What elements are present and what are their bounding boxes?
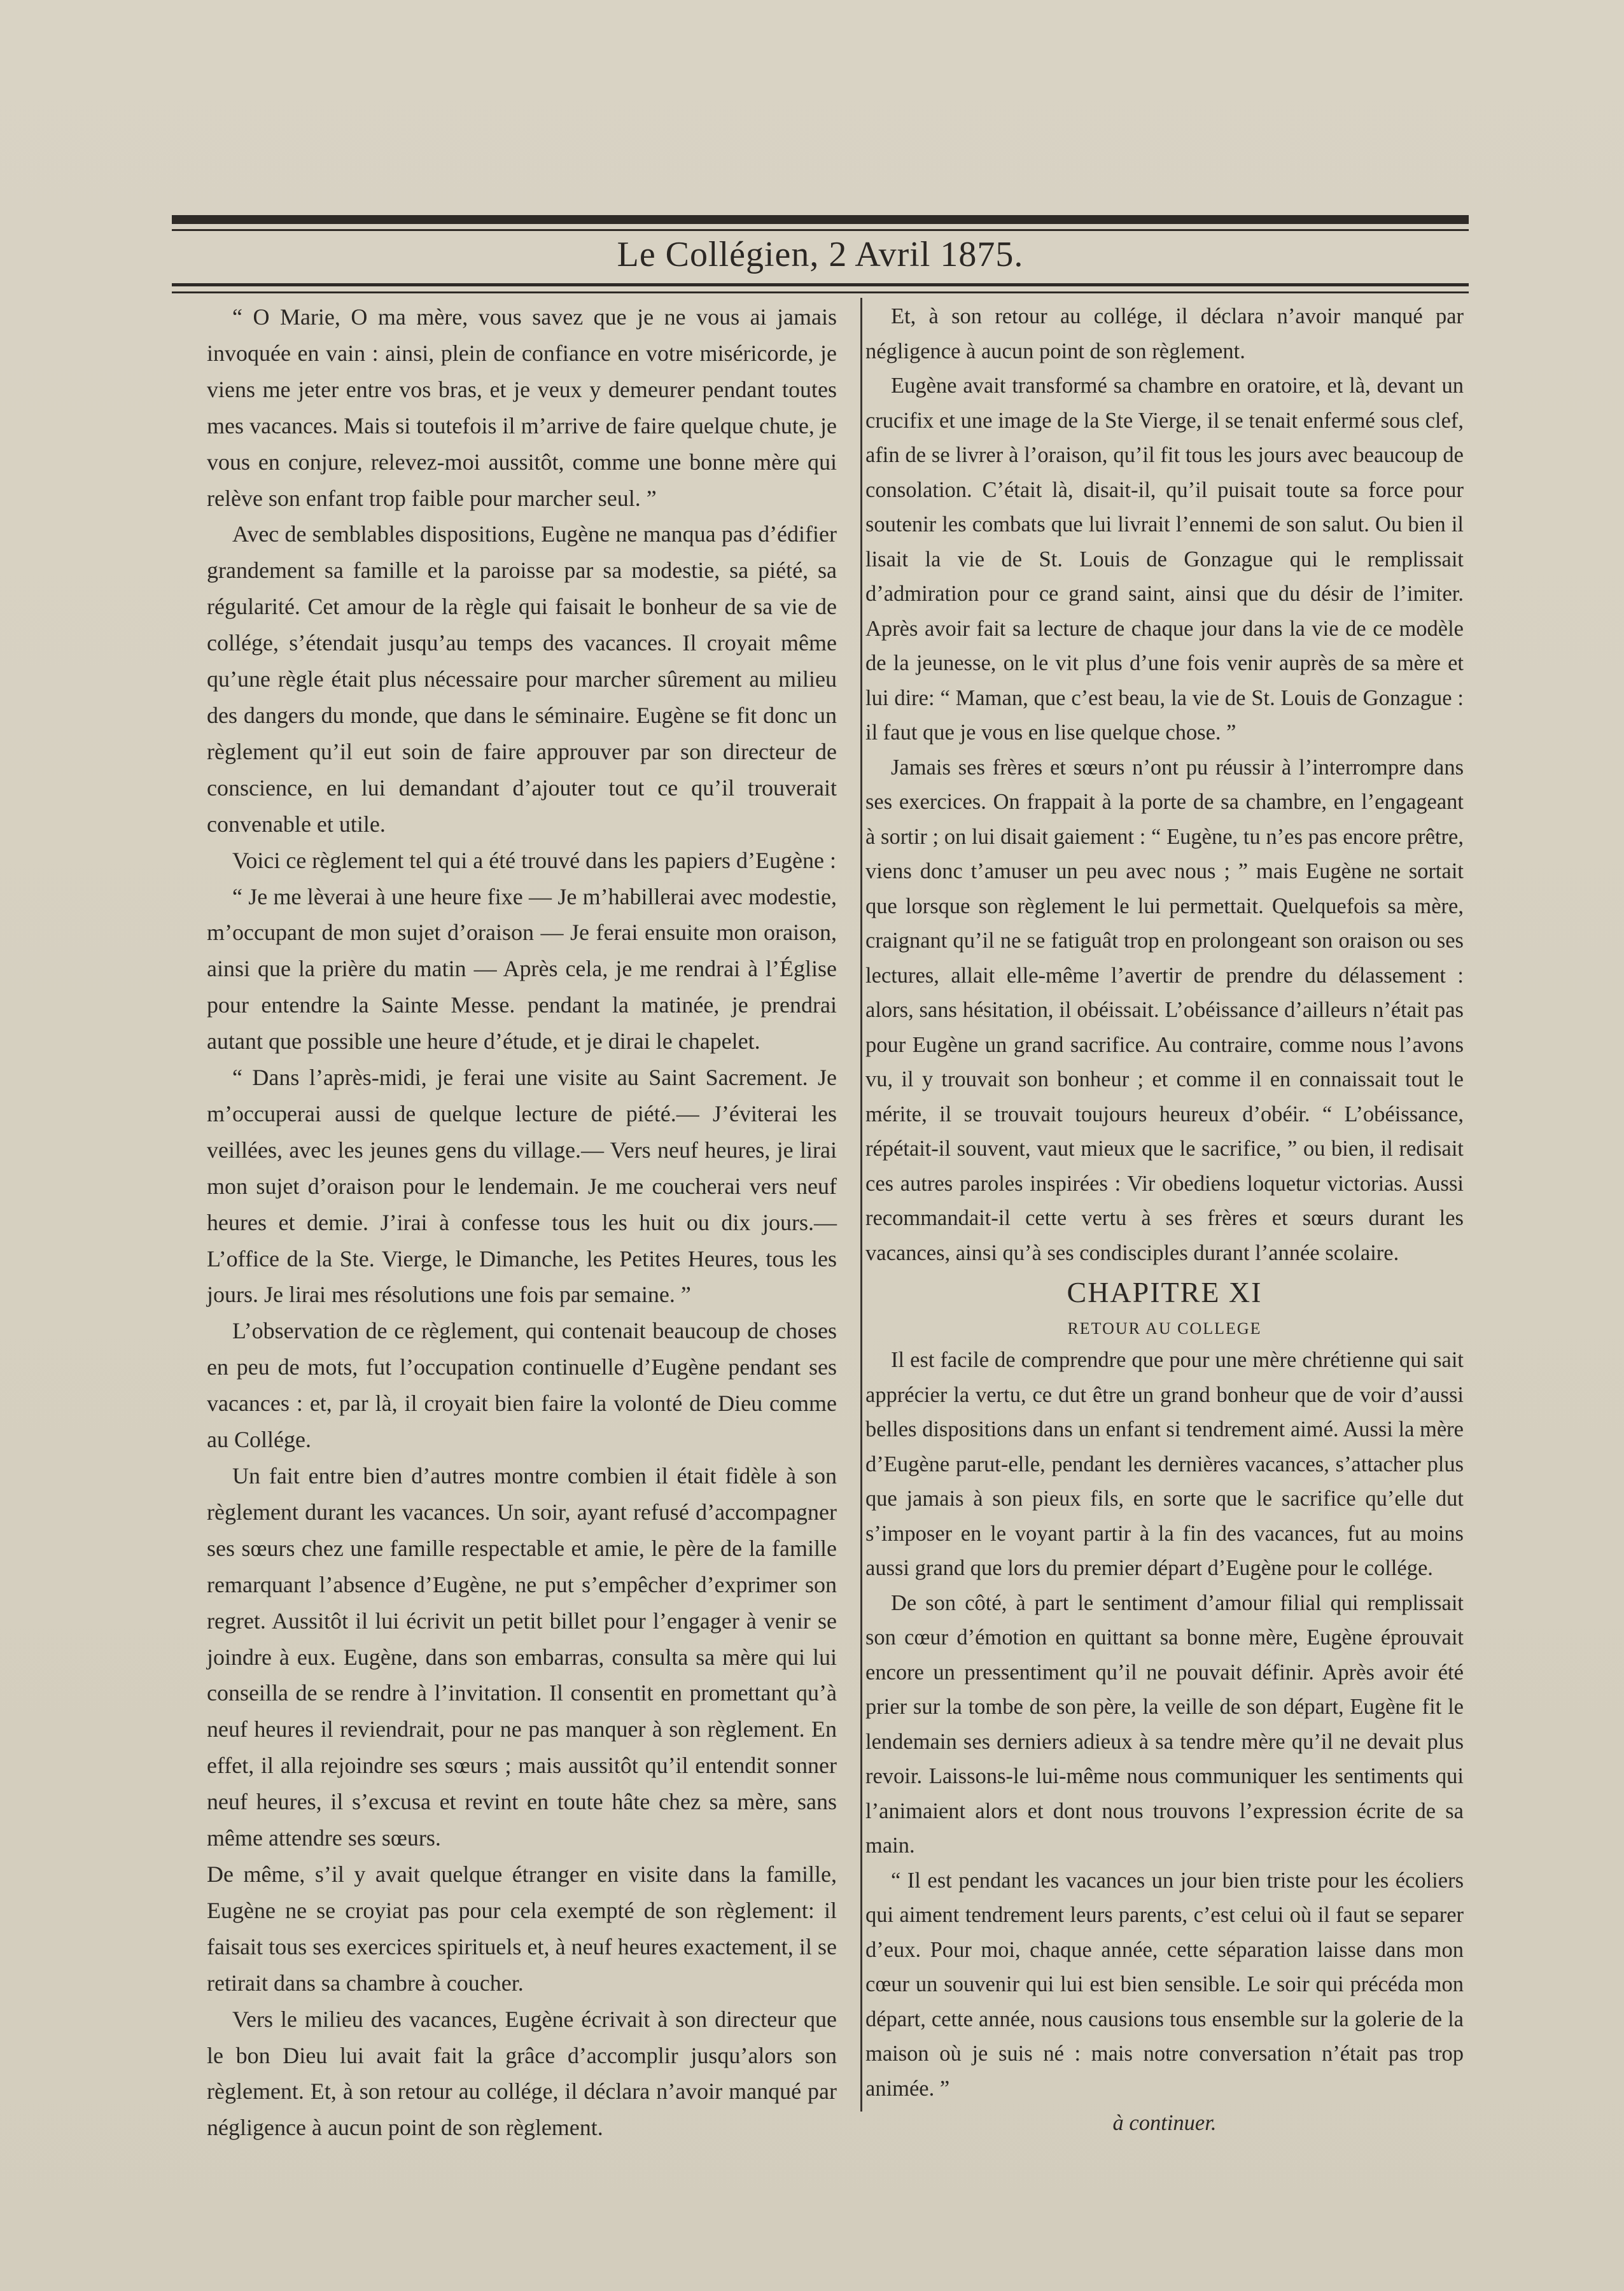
- paragraph: De son côté, à part le sentiment d’amour filial qui remplissait son cœur d’émotion en quittant sa bonne mère, Eugène éprouvait encore un pressentiment qu’il ne pouvait définir. Après avoir été prier sur la tombe de son père, la veille de son départ, Eugène fit le lendemain ses derniers adieux à sa tendre mère qu’il ne devait plus revoir. Laissons-le lui-même nous communiquer les sentiments qui l’animaient alors et dont nous trouvons l’expression écrite de sa main.: [865, 1590, 1464, 1858]
- top-rule: [172, 215, 1469, 224]
- paragraph: Un fait entre bien d’autres montre combien il était fidèle à son règlement durant les vacances. Un soir, ayant refusé d’accompagner ses sœurs chez une famille respectable et amie, le père de la famille remarquant l’absence d’Eugène, ne put s’empêcher d’exprimer son regret. Aussitôt il lui écrivit un petit billet pour l’engager à venir se joindre à eux. Eugène, dans son embarras, consulta sa mère qui lui conseilla de se rendre à l’invitation. Il consentit en promettant qu’à neuf heures il reviendrait, pour ne pas manquer à son règlement. En effet, il alla rejoindre ses sœurs ; mais aussitôt qu’il entendit sonner neuf heures, il s’excusa et revint en toute hâte chez sa mère, sans même attendre ses sœurs.: [207, 1463, 837, 1851]
- continued-note: à continuer.: [1112, 2111, 1217, 2135]
- column-divider: [860, 298, 862, 2112]
- paragraph: “ O Marie, O ma mère, vous savez que je ne vous ai jamais invoquée en vain : ainsi, plein de confiance en votre miséricorde, je viens me jeter entre vos bras, et je veux y demeurer pendant toutes mes vacances. Mais si toutefois il m’arrive de faire quelque chute, je vous en conjure, relevez-moi aussitôt, comme une bonne mère qui relève son enfant trop faible pour marcher seul. ”: [207, 304, 837, 511]
- paragraph: Jamais ses frères et sœurs n’ont pu réussir à l’interrompre dans ses exercices. On frappait à la porte de sa chambre, en l’engageant à sortir ; on lui disait gaiement : “ Eugène, tu n’es pas encore prêtre, viens donc t’amuser un peu avec nous ; ” mais Eugène ne sortait que lorsque son règlement le lui permettait. Quelquefois sa mère, craignant qu’il ne se fatiguât trop en prolongeant son oraison ou ses lectures, allait elle-même l’avertir de prendre du délassement : alors, sans hésitation, il obéissait. L’obéissance d’ailleurs n’était pas pour Eugène un grand sacrifice. Au contraire, comme nous l’avons vu, il y trouvait son bonheur ; et comme il en connaissait tout le mérite, il se trouvait toujours heureux d’obéir. “ L’obéissance, répétait-il souvent, vaut mieux que le sacrifice, ” ou bien, il redisait ces autres paroles inspirées : Vir obediens loquetur victorias. Aussi recommandait-il cette vertu à ses frères et sœurs durant les vacances, ainsi qu’à ses condisciples durant l’année scolaire.: [865, 755, 1464, 1265]
- paragraph: L’observation de ce règlement, qui contenait beaucoup de choses en peu de mots, fut l’occupation continuelle d’Eugène pendant ses vacances : et, par là, il croyait bien faire la volonté de Dieu comme au Collége.: [207, 1318, 837, 1453]
- right-column: [865, 299, 1464, 2141]
- header-rule-thin: [172, 291, 1469, 293]
- left-column: [207, 299, 837, 2146]
- paragraph: Voici ce règlement tel qui a été trouvé dans les papiers d’Eugène :: [232, 847, 836, 873]
- paragraph: “ Je me lèverai à une heure fixe — Je m’habillerai avec modestie, m’occupant de mon sujet d’oraison — Je ferai ensuite mon oraison, ainsi que la prière du matin — Après cela, je me rendrai à l’Église pour entendre la Sainte Messe. pendant la matinée, je prendrai autant que possible une heure d’étude, et je dirai le chapelet.: [207, 883, 837, 1054]
- paragraph: Il est facile de comprendre que pour une mère chrétienne qui sait apprécier la vertu, ce dut être un grand bonheur que de voir d’aussi belles dispositions dans un enfant si tendrement aimé. Aussi la mère d’Eugène parut-elle, pendant les dernières vacances, s’attacher plus que jamais à son pieux fils, en sorte que le sacrifice qu’elle dut s’imposer en le voyant partir à la fin des vacances, fut au moins aussi grand que lors du premier départ d’Eugène pour le collége.: [865, 1348, 1464, 1580]
- paragraph: Avec de semblables dispositions, Eugène ne manqua pas d’édifier grandement sa famille et la paroisse par sa modestie, sa piété, sa régularité. Cet amour de la règle qui faisait le bonheur de sa vie de collége, s’étendait jusqu’au temps des vacances. Il croyait même qu’une règle était plus nécessaire pour marcher sûrement au milieu des dangers du monde, que dans le séminaire. Eugène se fit donc un règlement qu’il eut soin de faire approuver par son directeur de conscience, en lui demandant d’ajouter tout ce qu’il trouverait convenable et utile.: [207, 521, 837, 837]
- header-rule: [172, 283, 1469, 286]
- paragraph: Vers le milieu des vacances, Eugène écrivait à son directeur que le bon Dieu lui avait fait la grâce d’accomplir jusqu’alors son règlement. Et, à son retour au collége, il déclara n’avoir manqué par négligence à aucun point de son règlement.: [207, 2006, 837, 2141]
- masthead: Le Collégien, 2 Avril 1875.: [617, 235, 1024, 274]
- chapter-title: CHAPITRE XI: [1067, 1276, 1263, 1308]
- paragraph: Eugène avait transformé sa chambre en oratoire, et là, devant un crucifix et une image de la Ste Vierge, il se tenait enfermé sous clef, afin de se livrer à l’oraison, qu’il fit tous les jours avec beaucoup de consolation. C’était là, disait-il, qu’il puisait toute sa force pour soutenir les combats que lui livrait l’ennemi de son salut. Ou bien il lisait la vie de St. Louis de Gonzague qui le remplissait d’admiration pour ce grand saint, ainsi que du désir de l’imiter. Après avoir fait sa lecture de chaque jour dans la vie de ce modèle de la jeunesse, on le vit plus d’une fois venir auprès de sa mère et lui dire: “ Maman, que c’est beau, la vie de St. Louis de Gonzague : il faut que je vous en lise quelque chose. ”: [865, 374, 1464, 745]
- paragraph: “ Il est pendant les vacances un jour bien triste pour les écoliers qui aiment tendrement leurs parents, c’est celui où il faut se separer d’eux. Pour moi, chaque année, cette séparation laisse dans mon cœur un souvenir qui lui est bien sensible. Le soir qui précéda mon départ, cette année, nous causions tous ensemble sur la golerie de la maison où je suis né : mais notre conversation n’était pas trop animée. ”: [865, 1868, 1464, 2101]
- paragraph: De même, s’il y avait quelque étranger en visite dans la famille, Eugène ne se croyiat pas pour cela exempté de son règlement: il faisait tous ses exercices spirituels et, à neuf heures exactement, il se retirait dans sa chambre à coucher.: [207, 1861, 837, 1996]
- paragraph: Et, à son retour au collége, il déclara n’avoir manqué par négligence à aucun point de son règlement.: [865, 304, 1464, 363]
- chapter-subtitle: RETOUR AU COLLEGE: [1067, 1319, 1262, 1338]
- top-rule-thin: [172, 229, 1469, 231]
- paragraph: “ Dans l’après-midi, je ferai une visite au Saint Sacrement. Je m’occuperai aussi de quelque lecture de piété.— J’éviterai les veillées, avec les jeunes gens du village.— Vers neuf heures, je lirai mon sujet d’oraison pour le lendemain. Je me coucherai vers neuf heures et demie. J’irai à confesse tous les huit ou dix jours.—L’office de la Ste. Vierge, le Dimanche, les Petites Heures, tous les jours. Je lirai mes résolutions une fois par semaine. ”: [207, 1065, 837, 1308]
